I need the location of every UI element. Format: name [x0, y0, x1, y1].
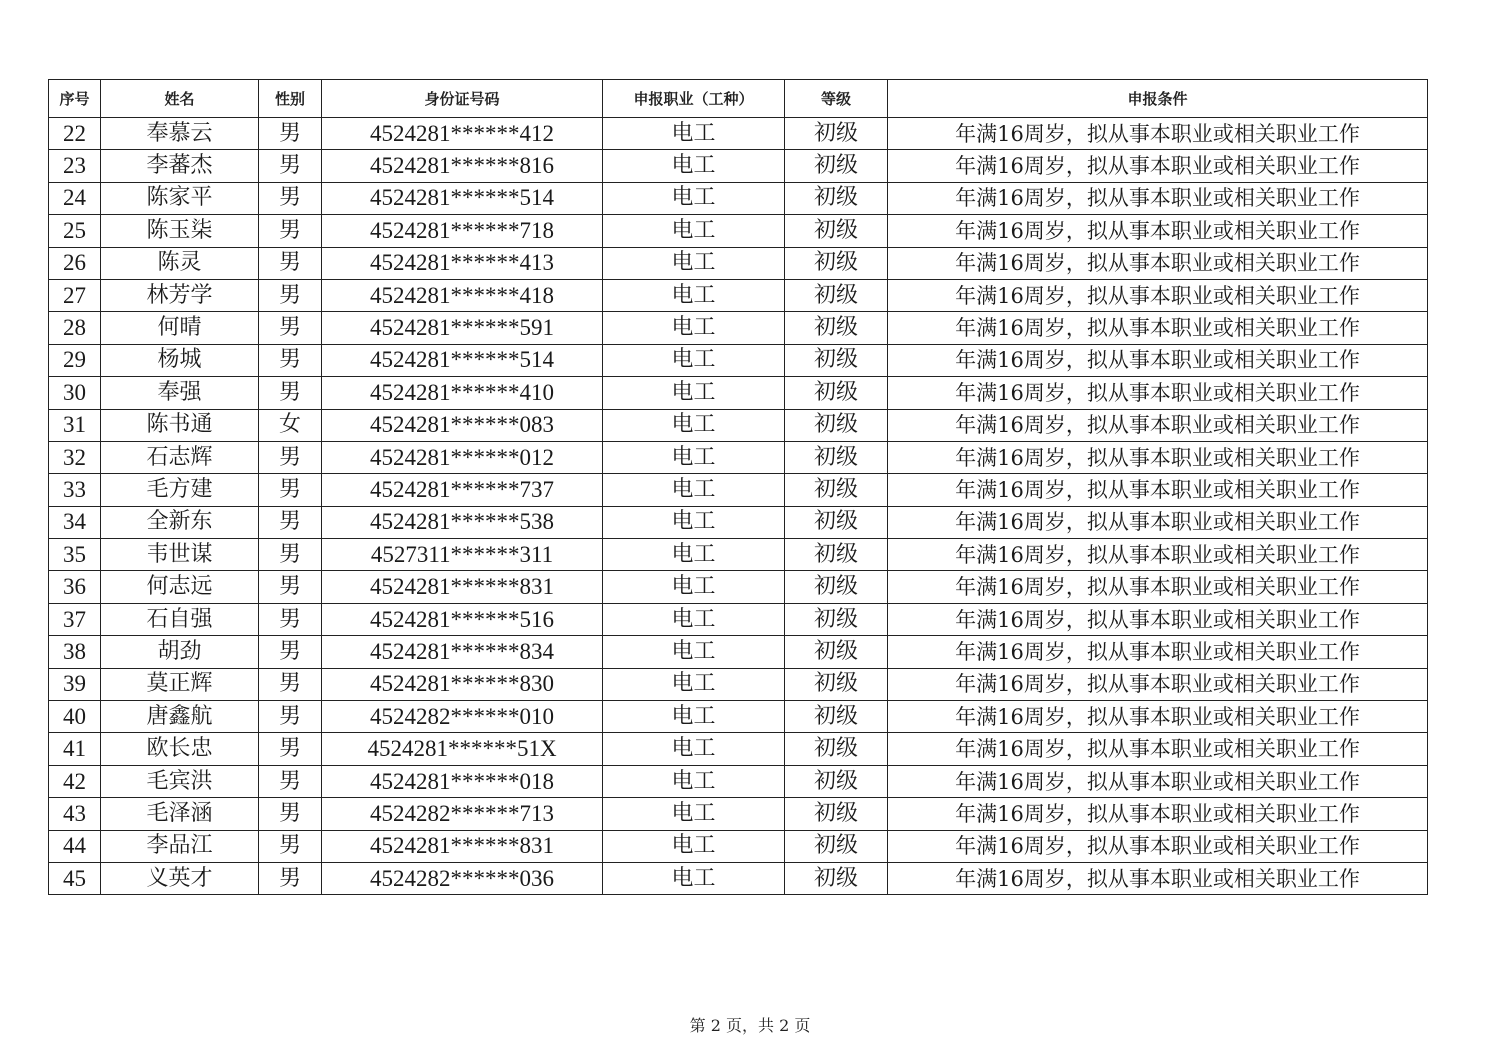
cell-col-name: 韦世谋 — [101, 539, 259, 571]
cell-col-id-number: 4524281******737 — [322, 474, 603, 506]
table-row — [49, 182, 1428, 214]
header-row — [49, 80, 1428, 118]
table-row — [49, 733, 1428, 765]
cell-col-name: 李品江 — [101, 830, 259, 862]
cell-col-level: 初级 — [785, 344, 888, 376]
cell-col-id-number: 4524281******834 — [322, 636, 603, 668]
table-row — [49, 409, 1428, 441]
table-row — [49, 215, 1428, 247]
cell-col-condition: 年满16周岁，拟从事本职业或相关职业工作 — [888, 636, 1428, 668]
cell-col-seq: 41 — [49, 733, 101, 765]
cell-col-seq: 27 — [49, 279, 101, 311]
cell-col-seq: 24 — [49, 182, 101, 214]
cell-col-name: 义英才 — [101, 862, 259, 894]
cell-col-level: 初级 — [785, 765, 888, 797]
cell-col-seq: 33 — [49, 474, 101, 506]
cell-col-gender: 男 — [259, 279, 322, 311]
cell-col-occupation: 电工 — [603, 409, 785, 441]
cell-col-id-number: 4524281******018 — [322, 765, 603, 797]
cell-col-occupation: 电工 — [603, 636, 785, 668]
cell-col-occupation: 电工 — [603, 312, 785, 344]
cell-col-condition: 年满16周岁，拟从事本职业或相关职业工作 — [888, 474, 1428, 506]
cell-col-level: 初级 — [785, 798, 888, 830]
cell-col-seq: 25 — [49, 215, 101, 247]
cell-col-seq: 22 — [49, 118, 101, 150]
cell-col-level: 初级 — [785, 862, 888, 894]
cell-col-gender: 男 — [259, 765, 322, 797]
cell-col-gender: 男 — [259, 603, 322, 635]
cell-col-gender: 男 — [259, 571, 322, 603]
header-col-level: 等级 — [785, 80, 888, 118]
cell-col-name: 毛泽涵 — [101, 798, 259, 830]
cell-col-condition: 年满16周岁，拟从事本职业或相关职业工作 — [888, 279, 1428, 311]
cell-col-name: 何志远 — [101, 571, 259, 603]
cell-col-seq: 34 — [49, 506, 101, 538]
cell-col-condition: 年满16周岁，拟从事本职业或相关职业工作 — [888, 441, 1428, 473]
cell-col-name: 陈玉柒 — [101, 215, 259, 247]
cell-col-name: 何晴 — [101, 312, 259, 344]
cell-col-name: 陈灵 — [101, 247, 259, 279]
cell-col-id-number: 4524281******514 — [322, 182, 603, 214]
cell-col-seq: 29 — [49, 344, 101, 376]
cell-col-gender: 男 — [259, 377, 322, 409]
page-number: 第 2 页，共 2 页 — [689, 1016, 811, 1035]
table-row — [49, 441, 1428, 473]
cell-col-occupation: 电工 — [603, 701, 785, 733]
table-row — [49, 279, 1428, 311]
cell-col-name: 奉慕云 — [101, 118, 259, 150]
cell-col-name: 陈家平 — [101, 182, 259, 214]
cell-col-occupation: 电工 — [603, 377, 785, 409]
cell-col-condition: 年满16周岁，拟从事本职业或相关职业工作 — [888, 830, 1428, 862]
header-col-seq: 序号 — [49, 80, 101, 118]
table-row — [49, 150, 1428, 182]
cell-col-condition: 年满16周岁，拟从事本职业或相关职业工作 — [888, 118, 1428, 150]
cell-col-level: 初级 — [785, 118, 888, 150]
table-row — [49, 506, 1428, 538]
cell-col-id-number: 4524281******516 — [322, 603, 603, 635]
cell-col-level: 初级 — [785, 441, 888, 473]
cell-col-id-number: 4524281******538 — [322, 506, 603, 538]
cell-col-level: 初级 — [785, 215, 888, 247]
cell-col-level: 初级 — [785, 539, 888, 571]
cell-col-seq: 35 — [49, 539, 101, 571]
cell-col-seq: 28 — [49, 312, 101, 344]
cell-col-level: 初级 — [785, 701, 888, 733]
cell-col-gender: 男 — [259, 150, 322, 182]
cell-col-occupation: 电工 — [603, 733, 785, 765]
cell-col-gender: 男 — [259, 798, 322, 830]
cell-col-condition: 年满16周岁，拟从事本职业或相关职业工作 — [888, 765, 1428, 797]
cell-col-occupation: 电工 — [603, 150, 785, 182]
cell-col-level: 初级 — [785, 668, 888, 700]
cell-col-level: 初级 — [785, 733, 888, 765]
cell-col-id-number: 4524281******418 — [322, 279, 603, 311]
cell-col-occupation: 电工 — [603, 571, 785, 603]
cell-col-occupation: 电工 — [603, 441, 785, 473]
cell-col-condition: 年满16周岁，拟从事本职业或相关职业工作 — [888, 798, 1428, 830]
cell-col-name: 李蕃杰 — [101, 150, 259, 182]
cell-col-gender: 男 — [259, 118, 322, 150]
cell-col-gender: 男 — [259, 182, 322, 214]
table-header — [49, 80, 1428, 118]
cell-col-condition: 年满16周岁，拟从事本职业或相关职业工作 — [888, 182, 1428, 214]
header-col-name: 姓名 — [101, 80, 259, 118]
cell-col-id-number: 4524281******083 — [322, 409, 603, 441]
cell-col-occupation: 电工 — [603, 798, 785, 830]
header-col-gender: 性别 — [259, 80, 322, 118]
cell-col-condition: 年满16周岁，拟从事本职业或相关职业工作 — [888, 506, 1428, 538]
cell-col-seq: 36 — [49, 571, 101, 603]
cell-col-id-number: 4524281******412 — [322, 118, 603, 150]
table-row — [49, 247, 1428, 279]
table-row — [49, 312, 1428, 344]
cell-col-occupation: 电工 — [603, 344, 785, 376]
cell-col-name: 全新东 — [101, 506, 259, 538]
cell-col-level: 初级 — [785, 182, 888, 214]
cell-col-occupation: 电工 — [603, 215, 785, 247]
cell-col-gender: 女 — [259, 409, 322, 441]
cell-col-occupation: 电工 — [603, 603, 785, 635]
cell-col-gender: 男 — [259, 701, 322, 733]
table-row — [49, 377, 1428, 409]
cell-col-occupation: 电工 — [603, 765, 785, 797]
cell-col-occupation: 电工 — [603, 247, 785, 279]
cell-col-occupation: 电工 — [603, 182, 785, 214]
cell-col-seq: 37 — [49, 603, 101, 635]
cell-col-seq: 32 — [49, 441, 101, 473]
table-row — [49, 862, 1428, 894]
cell-col-condition: 年满16周岁，拟从事本职业或相关职业工作 — [888, 701, 1428, 733]
cell-col-seq: 45 — [49, 862, 101, 894]
cell-col-name: 毛宾洪 — [101, 765, 259, 797]
cell-col-level: 初级 — [785, 247, 888, 279]
cell-col-level: 初级 — [785, 571, 888, 603]
cell-col-seq: 31 — [49, 409, 101, 441]
cell-col-level: 初级 — [785, 377, 888, 409]
cell-col-name: 胡劲 — [101, 636, 259, 668]
cell-col-seq: 38 — [49, 636, 101, 668]
cell-col-level: 初级 — [785, 279, 888, 311]
table-row — [49, 636, 1428, 668]
cell-col-id-number: 4524281******51X — [322, 733, 603, 765]
cell-col-occupation: 电工 — [603, 279, 785, 311]
cell-col-level: 初级 — [785, 474, 888, 506]
cell-col-occupation: 电工 — [603, 118, 785, 150]
cell-col-name: 毛方建 — [101, 474, 259, 506]
cell-col-gender: 男 — [259, 636, 322, 668]
cell-col-condition: 年满16周岁，拟从事本职业或相关职业工作 — [888, 571, 1428, 603]
table-row — [49, 539, 1428, 571]
cell-col-id-number: 4524281******718 — [322, 215, 603, 247]
table-row — [49, 701, 1428, 733]
cell-col-seq: 44 — [49, 830, 101, 862]
cell-col-condition: 年满16周岁，拟从事本职业或相关职业工作 — [888, 312, 1428, 344]
cell-col-id-number: 4524281******816 — [322, 150, 603, 182]
table-row — [49, 118, 1428, 150]
cell-col-id-number: 4524281******413 — [322, 247, 603, 279]
cell-col-gender: 男 — [259, 247, 322, 279]
cell-col-occupation: 电工 — [603, 506, 785, 538]
cell-col-condition: 年满16周岁，拟从事本职业或相关职业工作 — [888, 247, 1428, 279]
cell-col-name: 陈书通 — [101, 409, 259, 441]
cell-col-id-number: 4524281******591 — [322, 312, 603, 344]
cell-col-id-number: 4524281******410 — [322, 377, 603, 409]
cell-col-condition: 年满16周岁，拟从事本职业或相关职业工作 — [888, 862, 1428, 894]
cell-col-gender: 男 — [259, 668, 322, 700]
cell-col-seq: 39 — [49, 668, 101, 700]
table-row — [49, 474, 1428, 506]
cell-col-occupation: 电工 — [603, 474, 785, 506]
header-col-id-number: 身份证号码 — [322, 80, 603, 118]
cell-col-seq: 43 — [49, 798, 101, 830]
cell-col-level: 初级 — [785, 312, 888, 344]
cell-col-gender: 男 — [259, 733, 322, 765]
cell-col-condition: 年满16周岁，拟从事本职业或相关职业工作 — [888, 150, 1428, 182]
cell-col-id-number: 4524282******713 — [322, 798, 603, 830]
cell-col-seq: 23 — [49, 150, 101, 182]
cell-col-id-number: 4524281******831 — [322, 830, 603, 862]
cell-col-level: 初级 — [785, 150, 888, 182]
cell-col-level: 初级 — [785, 603, 888, 635]
cell-col-name: 欧长忠 — [101, 733, 259, 765]
cell-col-condition: 年满16周岁，拟从事本职业或相关职业工作 — [888, 215, 1428, 247]
cell-col-id-number: 4524281******830 — [322, 668, 603, 700]
cell-col-id-number: 4524281******514 — [322, 344, 603, 376]
cell-col-occupation: 电工 — [603, 830, 785, 862]
cell-col-seq: 42 — [49, 765, 101, 797]
cell-col-name: 石自强 — [101, 603, 259, 635]
cell-col-gender: 男 — [259, 312, 322, 344]
cell-col-name: 奉强 — [101, 377, 259, 409]
cell-col-gender: 男 — [259, 506, 322, 538]
cell-col-name: 石志辉 — [101, 441, 259, 473]
cell-col-gender: 男 — [259, 215, 322, 247]
cell-col-occupation: 电工 — [603, 862, 785, 894]
cell-col-name: 杨城 — [101, 344, 259, 376]
cell-col-id-number: 4524281******012 — [322, 441, 603, 473]
header-col-occupation: 申报职业（工种） — [603, 80, 785, 118]
table-row — [49, 830, 1428, 862]
applicant-table — [48, 79, 1428, 895]
cell-col-gender: 男 — [259, 344, 322, 376]
cell-col-id-number: 4524281******831 — [322, 571, 603, 603]
cell-col-gender: 男 — [259, 539, 322, 571]
table-row — [49, 765, 1428, 797]
cell-col-id-number: 4524282******010 — [322, 701, 603, 733]
cell-col-name: 林芳学 — [101, 279, 259, 311]
cell-col-condition: 年满16周岁，拟从事本职业或相关职业工作 — [888, 539, 1428, 571]
cell-col-condition: 年满16周岁，拟从事本职业或相关职业工作 — [888, 733, 1428, 765]
cell-col-seq: 30 — [49, 377, 101, 409]
cell-col-condition: 年满16周岁，拟从事本职业或相关职业工作 — [888, 409, 1428, 441]
cell-col-gender: 男 — [259, 441, 322, 473]
table-row — [49, 798, 1428, 830]
cell-col-name: 唐鑫航 — [101, 701, 259, 733]
cell-col-level: 初级 — [785, 506, 888, 538]
cell-col-level: 初级 — [785, 830, 888, 862]
cell-col-level: 初级 — [785, 636, 888, 668]
cell-col-name: 莫正辉 — [101, 668, 259, 700]
cell-col-condition: 年满16周岁，拟从事本职业或相关职业工作 — [888, 668, 1428, 700]
cell-col-id-number: 4524282******036 — [322, 862, 603, 894]
cell-col-level: 初级 — [785, 409, 888, 441]
cell-col-condition: 年满16周岁，拟从事本职业或相关职业工作 — [888, 603, 1428, 635]
cell-col-seq: 40 — [49, 701, 101, 733]
cell-col-condition: 年满16周岁，拟从事本职业或相关职业工作 — [888, 344, 1428, 376]
cell-col-occupation: 电工 — [603, 668, 785, 700]
cell-col-gender: 男 — [259, 862, 322, 894]
cell-col-occupation: 电工 — [603, 539, 785, 571]
cell-col-condition: 年满16周岁，拟从事本职业或相关职业工作 — [888, 377, 1428, 409]
cell-col-id-number: 4527311******311 — [322, 539, 603, 571]
header-col-condition: 申报条件 — [888, 80, 1428, 118]
cell-col-seq: 26 — [49, 247, 101, 279]
table-row — [49, 668, 1428, 700]
table-row — [49, 603, 1428, 635]
table-row — [49, 571, 1428, 603]
cell-col-gender: 男 — [259, 474, 322, 506]
table-body — [49, 118, 1428, 895]
cell-col-gender: 男 — [259, 830, 322, 862]
table-row — [49, 344, 1428, 376]
